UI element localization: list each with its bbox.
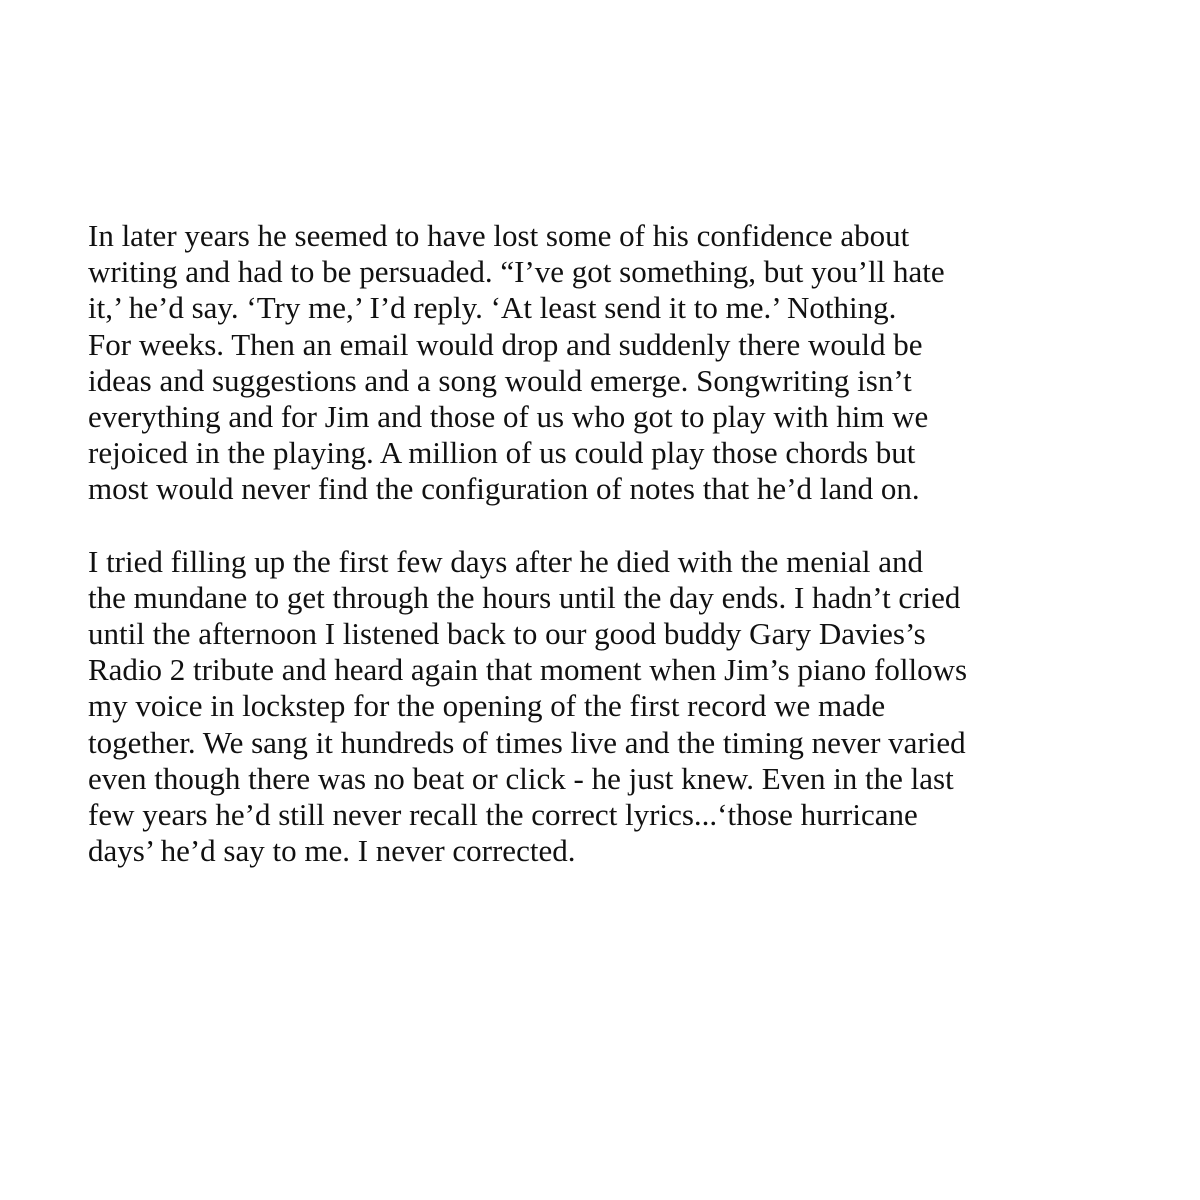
text-line: even though there was no beat or click - he just knew. Even in the last [88, 760, 954, 796]
text-line: Radio 2 tribute and heard again that moment when Jim’s piano follows [88, 652, 968, 688]
text-line: few years he’d still never recall the correct lyrics...‘those hurricane [88, 797, 918, 833]
text-line: my voice in lockstep for the opening of the first record we made [88, 688, 886, 724]
paragraph-1 [88, 218, 1118, 508]
text-line: I tried filling up the first few days after he died with the menial and [88, 543, 924, 579]
text-line: until the afternoon I listened back to our good buddy Gary Davies’s [88, 616, 926, 652]
text-line: together. We sang it hundreds of times live and the timing never varied [88, 724, 966, 760]
text-line: rejoiced in the playing. A million of us could play those chords but [88, 435, 916, 471]
text-line: it,’ he’d say. ‘Try me,’ I’d reply. ‘At least send it to me.’ Nothing. [88, 290, 897, 326]
paragraph-spacer [88, 508, 1118, 544]
text-line: most would never find the configuration of notes that he’d land on. [88, 471, 920, 507]
text-line: ideas and suggestions and a song would emerge. Songwriting isn’t [88, 362, 912, 398]
text-line: In later years he seemed to have lost some of his confidence about [88, 218, 910, 253]
text-line: the mundane to get through the hours until the day ends. I hadn’t cried [88, 579, 961, 615]
text-line: writing and had to be persuaded. “I’ve got something, but you’ll hate [88, 254, 945, 290]
text-line: everything and for Jim and those of us who got to play with him we [88, 399, 929, 435]
paragraph-2 [88, 544, 1118, 870]
text-line: For weeks. Then an email would drop and suddenly there would be [88, 326, 923, 362]
text-line: days’ he’d say to me. I never corrected. [88, 833, 576, 869]
text-block [88, 218, 1118, 869]
